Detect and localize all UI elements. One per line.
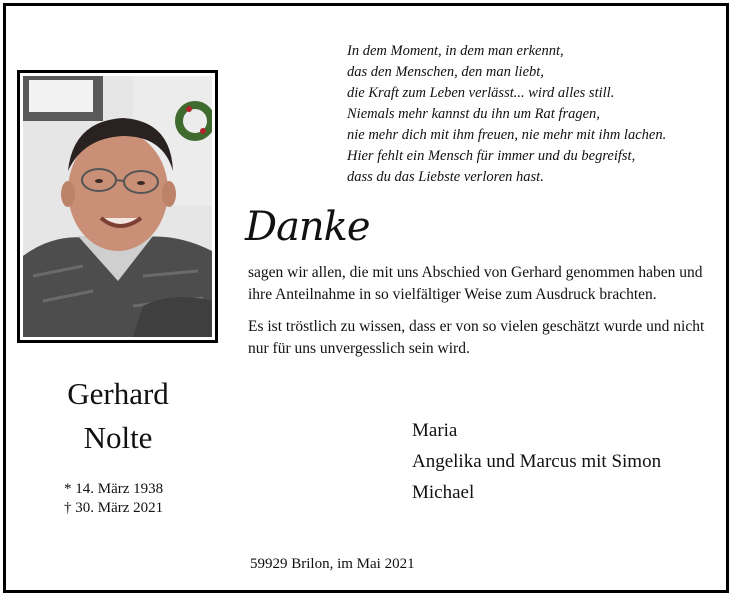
first-name: Gerhard <box>67 376 169 411</box>
family-member: Maria <box>412 420 458 441</box>
portrait-photo <box>17 70 218 343</box>
thanks-text <box>248 262 708 370</box>
last-name: Nolte <box>83 420 153 455</box>
poem-line: dass du das Liebste verloren hast. <box>347 169 544 185</box>
family-signatures <box>412 415 661 508</box>
family-member: Michael <box>412 482 475 503</box>
poem-line: Hier fehlt ein Mensch für immer und du begreifst, <box>347 148 636 164</box>
thanks-paragraph: Es ist tröstlich zu wissen, dass er von so vielen geschätzt wurde und nicht nur für uns unvergesslich sein wird. <box>248 318 705 357</box>
life-dates <box>64 480 163 518</box>
heading-danke: Danke <box>245 204 370 250</box>
poem-line: In dem Moment, in dem man erkennt, <box>347 43 564 59</box>
death-date: † 30. März 2021 <box>64 500 164 516</box>
poem-line: das den Menschen, den man liebt, <box>347 64 544 80</box>
family-member: Angelika und Marcus mit Simon <box>412 451 662 472</box>
poem-line: nie mehr dich mit ihm freuen, nie mehr mit ihm lachen. <box>347 127 667 143</box>
place-date: 59929 Brilon, im Mai 2021 <box>250 556 415 572</box>
poem-line: Niemals mehr kannst du ihn um Rat fragen, <box>347 106 600 122</box>
poem-line: die Kraft zum Leben verlässt... wird alles still. <box>347 85 615 101</box>
portrait-image <box>23 76 212 337</box>
deceased-name <box>18 372 218 460</box>
birth-date: * 14. März 1938 <box>64 481 164 497</box>
poem <box>347 41 666 188</box>
thanks-paragraph: sagen wir allen, die mit uns Abschied von Gerhard genommen haben und ihre Anteilnahme in so vielfältiger Weise zum Ausdruck brachten. <box>248 264 703 303</box>
portrait-illustration <box>23 76 212 337</box>
